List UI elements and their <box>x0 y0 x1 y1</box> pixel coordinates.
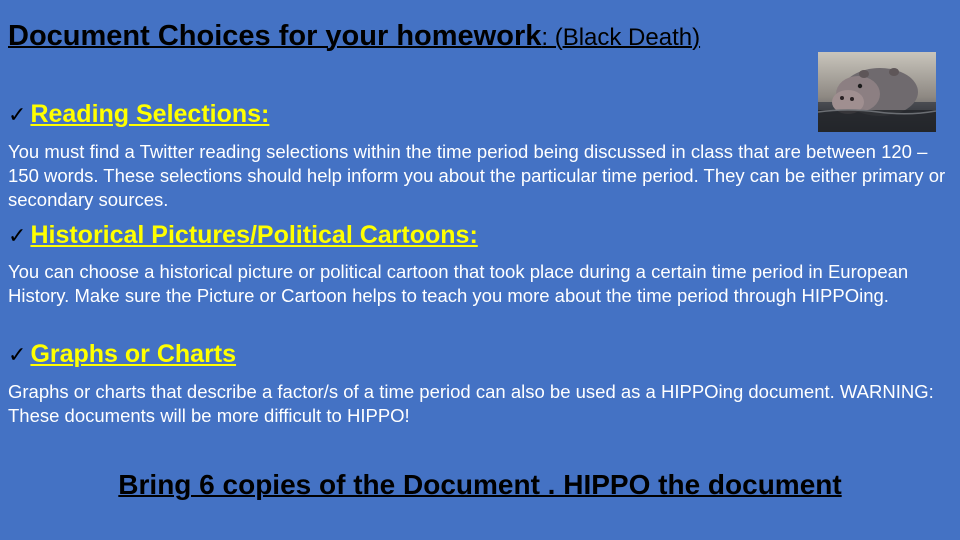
check-icon: ✓ <box>8 343 27 368</box>
heading-label: Reading Selections: <box>30 100 270 128</box>
hippo-icon <box>818 52 936 132</box>
heading-label: Graphs or Charts <box>30 340 237 368</box>
historical-pictures-text: You can choose a historical picture or political cartoon that took place during a certain time period in European History. Make sure the Picture or Cartoon helps to teach you more about the time period through HIPPOing. <box>8 261 909 306</box>
page-title <box>8 18 700 56</box>
heading-graphs-charts <box>8 338 236 372</box>
check-icon: ✓ <box>8 103 27 128</box>
graphs-charts-text: Graphs or charts that describe a factor/s of a time period can also be used as a HIPPOing document. WARNING: These documents will be more difficult to HIPPO! <box>8 381 934 426</box>
title-sub: : (Black Death) <box>541 24 701 51</box>
heading-label: Historical Pictures/Political Cartoons: <box>30 221 478 249</box>
hippo-photo <box>818 52 936 132</box>
footer-instruction: Bring 6 copies of the Document . HIPPO the document <box>118 469 842 500</box>
heading-reading-selections <box>8 98 269 132</box>
title-main: Document Choices for your homework <box>8 20 542 52</box>
check-icon: ✓ <box>8 224 27 249</box>
heading-historical-pictures <box>8 219 478 253</box>
reading-selections-text: You must find a Twitter reading selections within the time period being discussed in class that are between 120 – 150 words. These selections should help inform you about the particular time period. They can be either primary or secondary sources. <box>8 141 946 210</box>
